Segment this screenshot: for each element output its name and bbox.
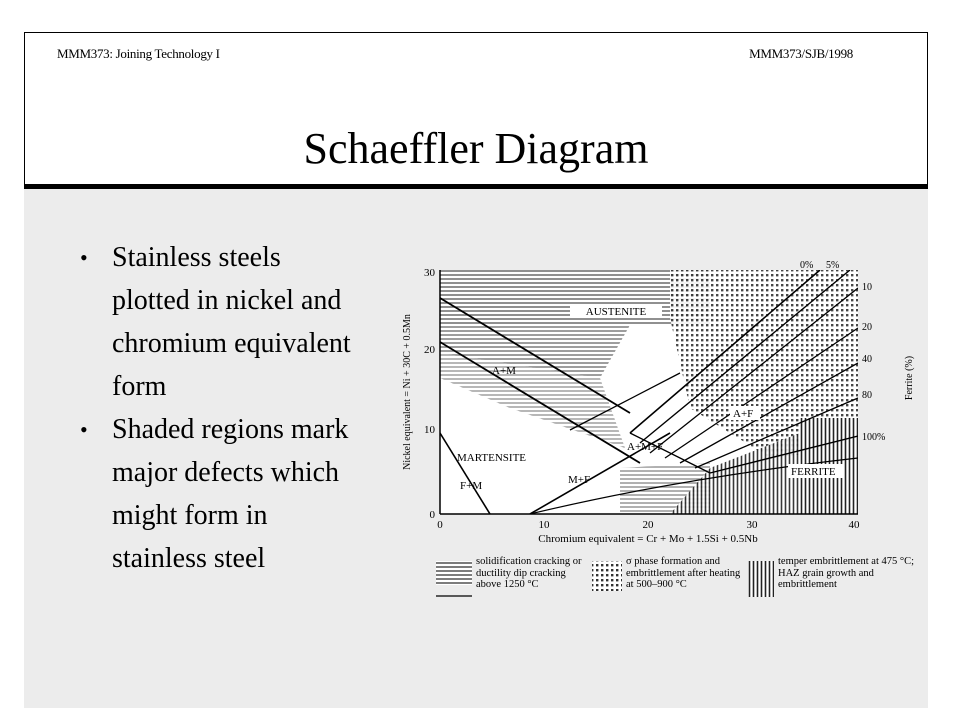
legend-swatch-hatch (436, 561, 472, 585)
x-tick-label: 0 (437, 519, 443, 531)
region-label-austenite: AUSTENITE (585, 306, 647, 318)
x-axis-label: Chromium equivalent = Cr + Mo + 1.5Si + 0.5Nb (538, 533, 758, 545)
bullet-list (60, 236, 360, 580)
schaeffler-diagram (380, 258, 920, 638)
y-tick-label: 10 (424, 424, 435, 436)
diagram-legend (436, 556, 918, 636)
region-label-m-f: M+F (568, 474, 591, 486)
ferrite-tick-label: 10 (862, 282, 872, 293)
region-label-ferrite: FERRITE (791, 466, 836, 478)
legend-text-3: temper embrittlement at 475 °C; HAZ grain growth and embrittlement (778, 556, 914, 590)
x-tick-label: 10 (538, 519, 550, 531)
region-label-f-m: F+M (460, 480, 483, 492)
slide-title: Schaeffler Diagram (303, 124, 649, 173)
ferrite-tick-label: 100% (862, 432, 886, 443)
legend-text-2: σ phase formation and embrittlement after heating at 500–900 °C (626, 556, 741, 590)
legend-swatch-vlines (748, 561, 774, 597)
course-label: MMM373: Joining Technology I (57, 46, 220, 61)
y-axis-label: Nickel equivalent = Ni + 30C + 0.5Mn (402, 314, 413, 470)
bullet-icon: • (80, 417, 88, 442)
ferrite-tick-label: 80 (862, 390, 872, 401)
x-tick-label: 40 (848, 519, 860, 531)
y-tick-label: 0 (429, 509, 435, 521)
ferrite-tick-label: 20 (862, 322, 872, 333)
y-tick-label: 30 (424, 267, 435, 279)
legend-text-1: solidification cracking or ductility dip cracking above 1250 °C (476, 556, 582, 590)
y-tick-label: 20 (424, 344, 435, 356)
bullet-icon: • (80, 245, 88, 270)
ferrite-tick-label: 0% (800, 260, 814, 271)
header-divider (24, 184, 928, 189)
region-label-martensite: MARTENSITE (457, 452, 527, 464)
region-label-a-m: A+M (492, 365, 516, 377)
ferrite-axis-label: Ferrite (%) (904, 355, 915, 401)
slide-header (24, 32, 928, 186)
region-label-a-f: A+F (733, 408, 754, 420)
bullet-item-1 (60, 236, 360, 408)
ferrite-tick-label: 5% (826, 260, 840, 271)
ferrite-tick-label: 40 (862, 354, 872, 365)
legend-swatch-dots (592, 561, 622, 591)
slide-code-label: MMM373/SJB/1998 (749, 46, 853, 61)
bullet-text-2: Shaded regions mark major defects which might form in stainless steel (112, 414, 349, 574)
region-label-a-m-f: A+M+F (627, 441, 664, 453)
bullet-text-1: Stainless steels plotted in nickel and chromium equivalent form (112, 242, 351, 402)
bullet-item-2 (60, 408, 360, 580)
x-tick-label: 20 (642, 519, 654, 531)
x-tick-label: 30 (746, 519, 758, 531)
